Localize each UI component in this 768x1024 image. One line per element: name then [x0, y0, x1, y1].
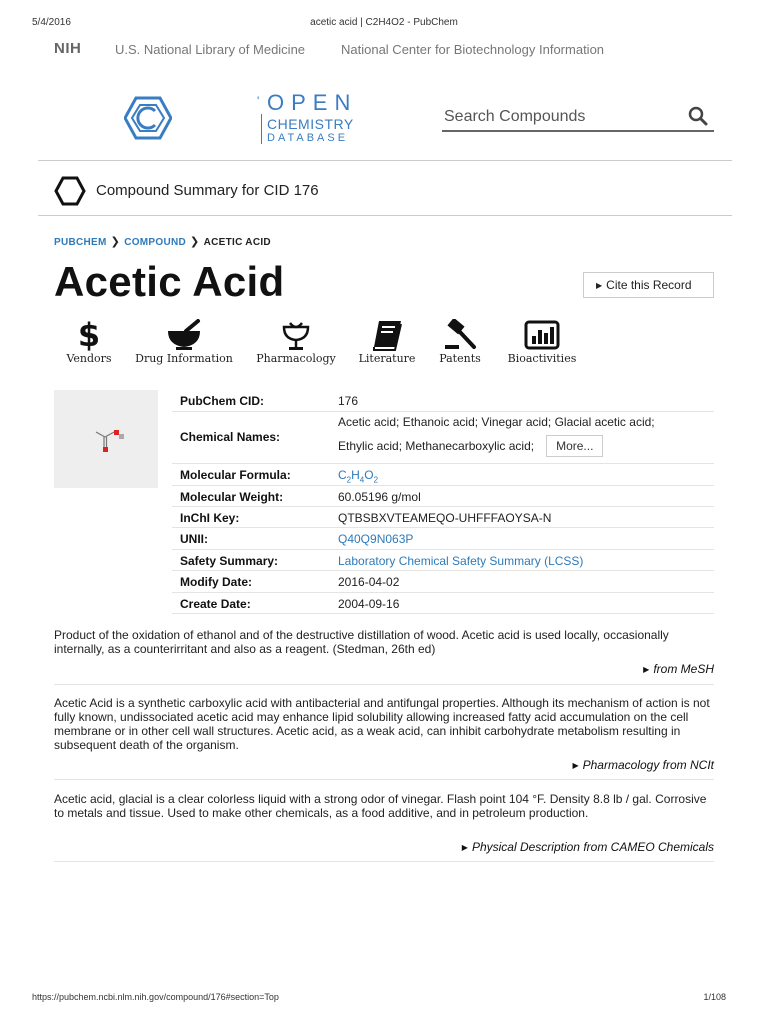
- nav-literature[interactable]: [356, 318, 418, 365]
- info-row-safety: [172, 550, 714, 571]
- pubchem-logo-icon[interactable]: [124, 96, 172, 140]
- compound-summary-label: Compound Summary for CID 176: [96, 182, 319, 199]
- info-row-weight: [172, 486, 714, 507]
- logo-open: OPEN: [267, 90, 358, 115]
- icon-nav: [54, 318, 614, 370]
- description-mesh: Product of the oxidation of ethanol and of the destructive distillation of wood. Acetic acid is used locally, occasionally internally, as a counterirritant and also as a reagent. (Stedman, 26th ed): [54, 628, 669, 656]
- breadcrumb-pubchem[interactable]: PUBCHEM: [54, 237, 107, 248]
- nav-label: Patents: [439, 352, 481, 365]
- print-page-number: 1/108: [703, 992, 726, 1002]
- divider: [38, 215, 732, 216]
- info-row-create: [172, 593, 714, 614]
- nav-patents[interactable]: [434, 318, 486, 365]
- names-line2: Ethylic acid; Methanecarboxylic acid;: [338, 439, 535, 453]
- gavel-icon: [434, 318, 486, 352]
- info-row-cid: [172, 390, 714, 412]
- search-box[interactable]: [442, 104, 714, 132]
- caret-right-icon: ▶: [572, 761, 579, 770]
- nav-pharmacology[interactable]: [254, 318, 338, 365]
- breadcrumb-compound[interactable]: COMPOUND: [124, 237, 187, 248]
- description-cameo: Acetic acid, glacial is a clear colorless liquid with a strong odor of vinegar. Flash point 104 °F. Density 8.8 lb / gal. Corrosive to metals and tissue. Used to make other chemicals, as a food additive, and in petroleum production.: [54, 792, 707, 820]
- logo-database: DATABASE: [267, 132, 349, 144]
- info-key: Safety Summary:: [180, 554, 279, 568]
- nav-label: Vendors: [66, 352, 112, 365]
- info-key: PubChem CID:: [180, 394, 264, 408]
- info-row-unii: [172, 528, 714, 550]
- caret-right-icon: ▶: [596, 281, 603, 290]
- info-key: InChI Key:: [180, 511, 240, 525]
- info-key: Molecular Weight:: [180, 490, 284, 504]
- nlm-link[interactable]: U.S. National Library of Medicine: [115, 42, 306, 57]
- nav-label: Bioactivities: [507, 352, 577, 365]
- weight-value: 60.05196 g/mol: [338, 490, 421, 504]
- logo-chemistry: CHEMISTRY: [267, 116, 354, 132]
- search-input[interactable]: Search Compounds: [444, 108, 586, 125]
- nav-label: Pharmacology: [256, 352, 336, 365]
- print-header: [32, 17, 736, 29]
- info-row-inchi: [172, 507, 714, 528]
- compound-summary-bar: [54, 176, 714, 206]
- divider: [54, 779, 714, 780]
- divider: [54, 684, 714, 685]
- info-key: Create Date:: [180, 597, 251, 611]
- bar-chart-icon: [502, 318, 582, 352]
- caret-right-icon: ▶: [643, 665, 650, 674]
- breadcrumb-current: ACETIC ACID: [203, 237, 271, 248]
- info-key: Chemical Names:: [180, 430, 281, 444]
- print-date: 5/4/2016: [32, 17, 71, 28]
- nih-bar: [54, 40, 728, 60]
- formula-link[interactable]: $C_2H_4O_2$: [338, 468, 379, 485]
- cite-label: Cite this Record: [606, 278, 692, 292]
- names-line1: Acetic acid; Ethanoic acid; Vinegar acid; Glacial acetic acid;: [338, 415, 655, 429]
- nih-link[interactable]: NIH: [54, 40, 82, 57]
- description-ncit: Acetic Acid is a synthetic carboxylic acid with antibacterial and antifungal properties. Although its mechanism of action is not fully known, undissociated acetic acid may enhance lipid solubility allowing increased fatty acid accumulation on the cell membrane or in other cell wall structures. Acetic acid, as a weak acid, can inhibit carbohydrate metabolism resulting in subsequent death of the organism.: [54, 696, 710, 752]
- more-names-button[interactable]: More...: [546, 435, 603, 457]
- cid-value: 176: [338, 394, 359, 408]
- source-cameo-link[interactable]: ▶ Physical Description from CAMEO Chemicals: [461, 840, 714, 854]
- source-ncit-link[interactable]: ▶ Pharmacology from NCIt: [572, 758, 714, 772]
- lcss-link[interactable]: Laboratory Chemical Safety Summary (LCSS): [338, 554, 584, 568]
- nav-bioactivities[interactable]: [502, 318, 582, 365]
- page-title: Acetic Acid: [54, 258, 285, 305]
- print-footer: [32, 992, 726, 1004]
- open-chemistry-database-logo[interactable]: ' OPEN CHEMISTRY DATABASE: [257, 90, 358, 144]
- caret-right-icon: ▶: [461, 843, 468, 852]
- divider: [38, 160, 732, 161]
- book-icon: [356, 318, 418, 352]
- nav-label: Literature: [358, 352, 416, 365]
- create-date: 2004-09-16: [338, 597, 400, 611]
- nav-label: Drug Information: [135, 352, 233, 365]
- dollar-icon: $: [77, 316, 101, 354]
- source-mesh-link[interactable]: ▶ from MeSH: [643, 662, 714, 676]
- info-key: UNII:: [180, 532, 208, 546]
- unii-link[interactable]: Q40Q9N063P: [338, 532, 414, 546]
- mortar-pestle-icon: [134, 318, 234, 352]
- info-row-modify: [172, 571, 714, 593]
- nav-vendors[interactable]: [62, 318, 116, 365]
- breadcrumb: [54, 235, 271, 248]
- inchi-value: QTBSBXVTEAMEQO-UHFFFAOYSA-N: [338, 511, 552, 525]
- search-icon[interactable]: [688, 106, 708, 126]
- info-key: Modify Date:: [180, 575, 252, 589]
- info-row-names: [172, 412, 714, 464]
- hexagon-icon: [54, 176, 86, 206]
- chevron-right-icon: ❯: [110, 236, 121, 248]
- divider: [54, 861, 714, 862]
- ncbi-link[interactable]: National Center for Biotechnology Information: [341, 42, 605, 57]
- info-key: Molecular Formula:: [180, 468, 291, 482]
- info-row-formula: [172, 464, 714, 486]
- nav-drug-information[interactable]: [134, 318, 234, 365]
- chevron-right-icon: ❯: [190, 236, 200, 248]
- structure-thumbnail[interactable]: [54, 390, 158, 488]
- cite-record-button[interactable]: [583, 272, 714, 298]
- info-table: [172, 390, 714, 614]
- modify-date: 2016-04-02: [338, 575, 400, 589]
- caduceus-icon: [254, 318, 338, 352]
- print-title: acetic acid | C2H4O2 - PubChem: [310, 17, 458, 28]
- print-url: https://pubchem.ncbi.nlm.nih.gov/compound/176#section=Top: [32, 992, 279, 1002]
